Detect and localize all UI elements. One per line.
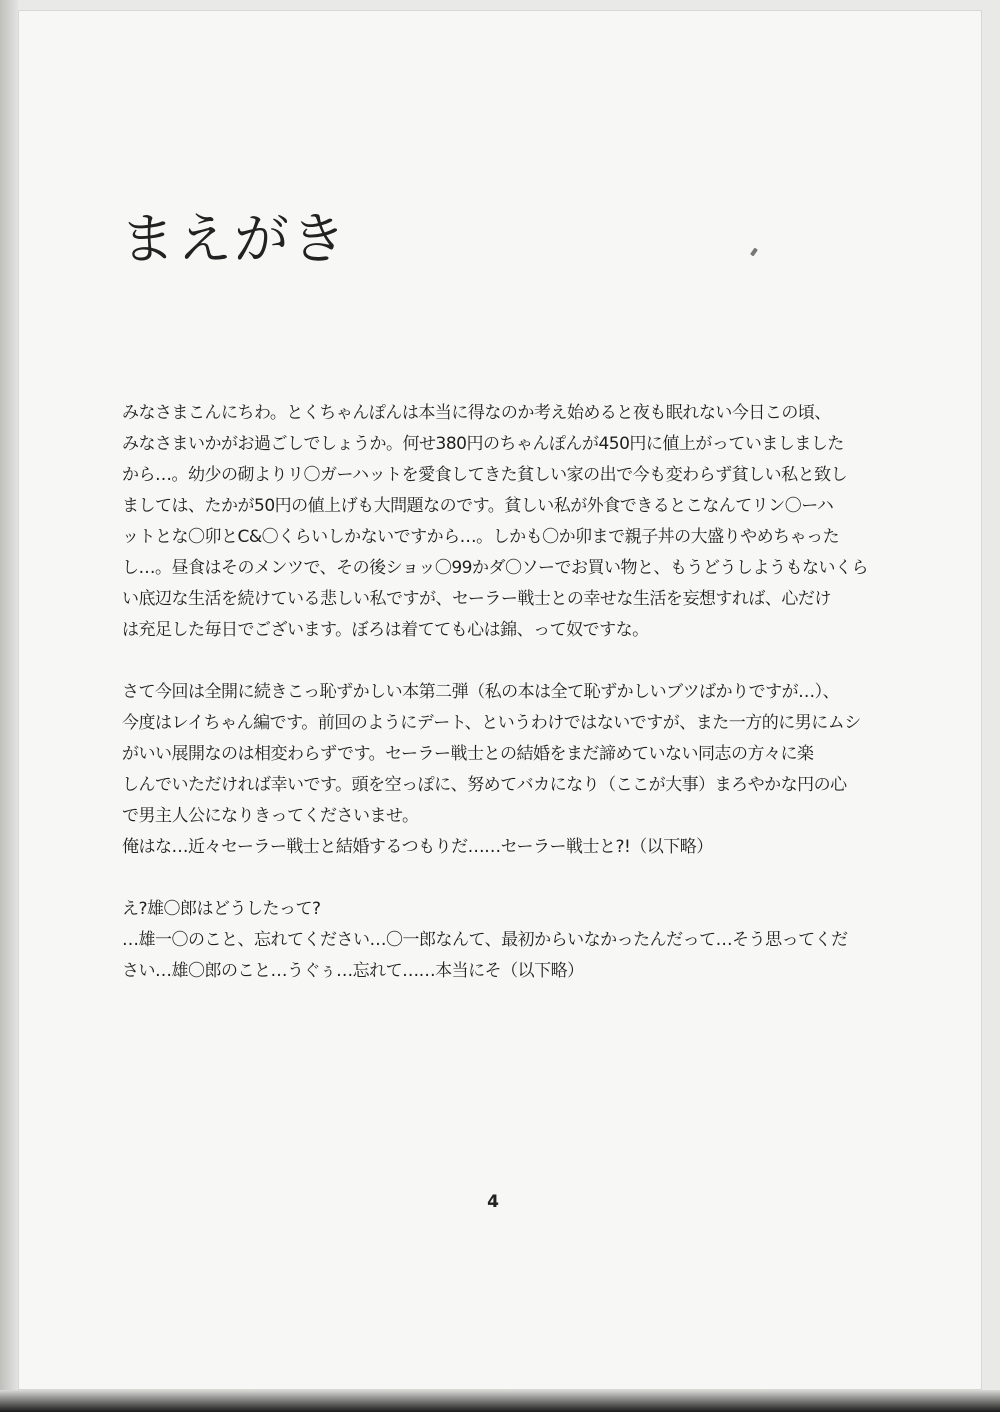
- paragraph-gap: [122, 863, 902, 894]
- paragraph-1-line-4: ましては、たかが50円の値上げも大問題なのです。貧しい私が外食できるとこなんてリン〇ーハ: [122, 496, 834, 516]
- page-title: まえがき: [120, 207, 349, 271]
- paragraph-3-line-1: え?雄〇郎はどうしたって?: [122, 899, 321, 919]
- paragraph-1-line-5: ットとな〇卯とC&〇くらいしかないですから…。しかも〇か卯まで親子丼の大盛りやめちゃった: [122, 527, 840, 547]
- paragraph-2-line-2: 今度はレイちゃん編です。前回のようにデート、というわけではないですが、また一方的に男にムシ: [122, 713, 861, 733]
- paragraph-1-line-2: みなさまいかがお過ごしでしょうか。何せ380円のちゃんぽんが450円に値上がっていましました: [122, 434, 844, 454]
- paragraph-1-line-3: から…。幼少の砌よりリ〇ガーハットを愛食してきた貧しい家の出で今も変わらず貧しい私と致し: [122, 465, 848, 485]
- paragraph-gap: [122, 646, 902, 677]
- paragraph-2-line-1: さて今回は全開に続きこっ恥ずかしい本第二弾（私の本は全て恥ずかしいブツばかりですが…）、: [122, 682, 840, 702]
- scan-left-shadow: [0, 0, 18, 1412]
- paragraph-1-line-8: は充足した毎日でございます。ぼろは着てても心は錦、って奴ですな。: [122, 620, 649, 640]
- paragraph-2-line-5: で男主人公になりきってくださいませ。: [122, 806, 419, 826]
- paragraph-1-line-7: い底辺な生活を続けている悲しい私ですが、セーラー戦士との幸せな生活を妄想すれば、心だけ: [122, 589, 831, 609]
- paragraph-1-line-6: し…。昼食はそのメンツで、その後ショッ〇99かダ〇ソーでお買い物と、もうどうしようもないくら: [122, 558, 868, 578]
- page-number: 4: [487, 1192, 499, 1212]
- preface-body: [122, 398, 902, 987]
- paragraph-2-line-3: がいい展開なのは相変わらずです。セーラー戦士との結婚をまだ諦めていない同志の方々に楽: [122, 744, 814, 764]
- scan-bottom-edge: [0, 1390, 1000, 1412]
- paragraph-2-line-4: しんでいただければ幸いです。頭を空っぽに、努めてバカになり（ここが大事）まろやかな円の心: [122, 775, 847, 795]
- paragraph-1-line-1: みなさまこんにちわ。とくちゃんぽんは本当に得なのか考え始めると夜も眠れない今日この頃、: [122, 403, 831, 423]
- paragraph-3-line-2: …雄一〇のこと、忘れてください…〇一郎なんて、最初からいなかったんだって…そう思ってくだ: [122, 930, 848, 950]
- paragraph-3-line-3: さい…雄〇郎のこと…うぐぅ…忘れて……本当にそ（以下略）: [122, 961, 584, 981]
- paragraph-2-line-6: 俺はな…近々セーラー戦士と結婚するつもりだ……セーラー戦士と?!（以下略）: [122, 837, 713, 857]
